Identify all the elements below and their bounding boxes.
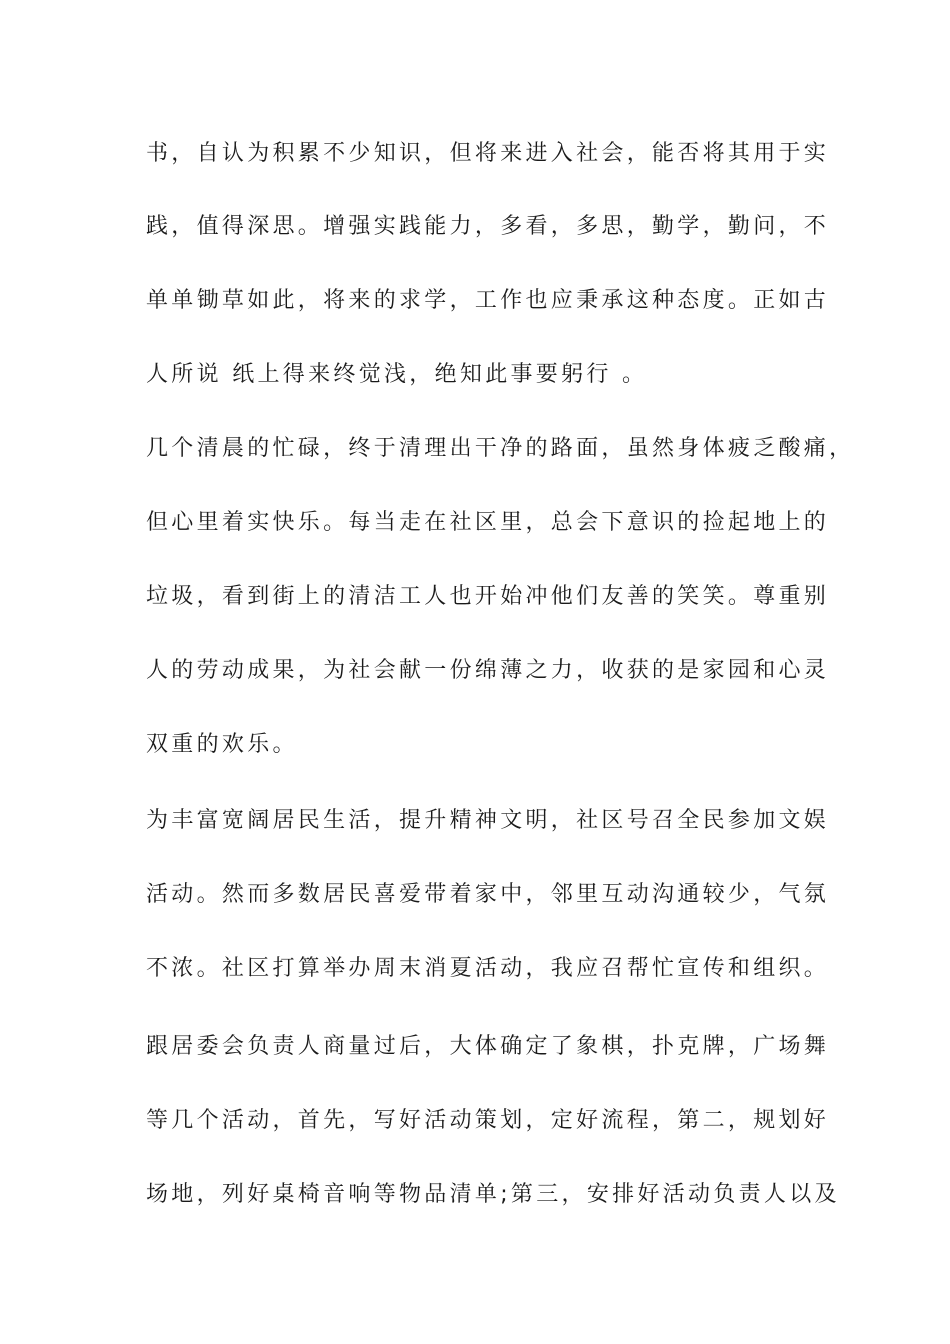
text-line: 单单锄草如此，将来的求学，工作也应秉承这种态度。正如古 — [146, 288, 830, 313]
text-line: 但心里着实快乐。每当走在社区里，总会下意识的捡起地上的 — [146, 510, 830, 535]
text-line: 不浓。社区打算举办周末消夏活动，我应召帮忙宣传和组织。 — [146, 956, 830, 981]
text-line: 人的劳动成果，为社会献一份绵薄之力，收获的是家园和心灵 — [146, 658, 830, 683]
text-line: 践，值得深思。增强实践能力，多看，多思，勤学，勤问，不 — [146, 214, 830, 239]
text-line: 书，自认为积累不少知识，但将来进入社会，能否将其用于实 — [146, 141, 830, 166]
text-line: 垃圾，看到街上的清洁工人也开始冲他们友善的笑笑。尊重别 — [146, 584, 830, 609]
text-line: 场地，列好桌椅音响等物品清单;第三，安排好活动负责人以及 — [146, 1182, 840, 1207]
text-line: 等几个活动，首先，写好活动策划，定好流程，第二，规划好 — [146, 1108, 830, 1133]
text-line: 跟居委会负责人商量过后，大体确定了象棋，扑克牌，广场舞 — [146, 1034, 830, 1059]
text-line: 双重的欢乐。 — [146, 732, 298, 757]
text-line: 人所说 纸上得来终觉浅，绝知此事要躬行 。 — [146, 362, 648, 387]
text-line: 几个清晨的忙碌，终于清理出干净的路面，虽然身体疲乏酸痛， — [146, 436, 855, 461]
text-line: 为丰富宽阔居民生活，提升精神文明，社区号召全民参加文娱 — [146, 808, 830, 833]
text-line: 活动。然而多数居民喜爱带着家中，邻里互动沟通较少，气氛 — [146, 882, 830, 907]
